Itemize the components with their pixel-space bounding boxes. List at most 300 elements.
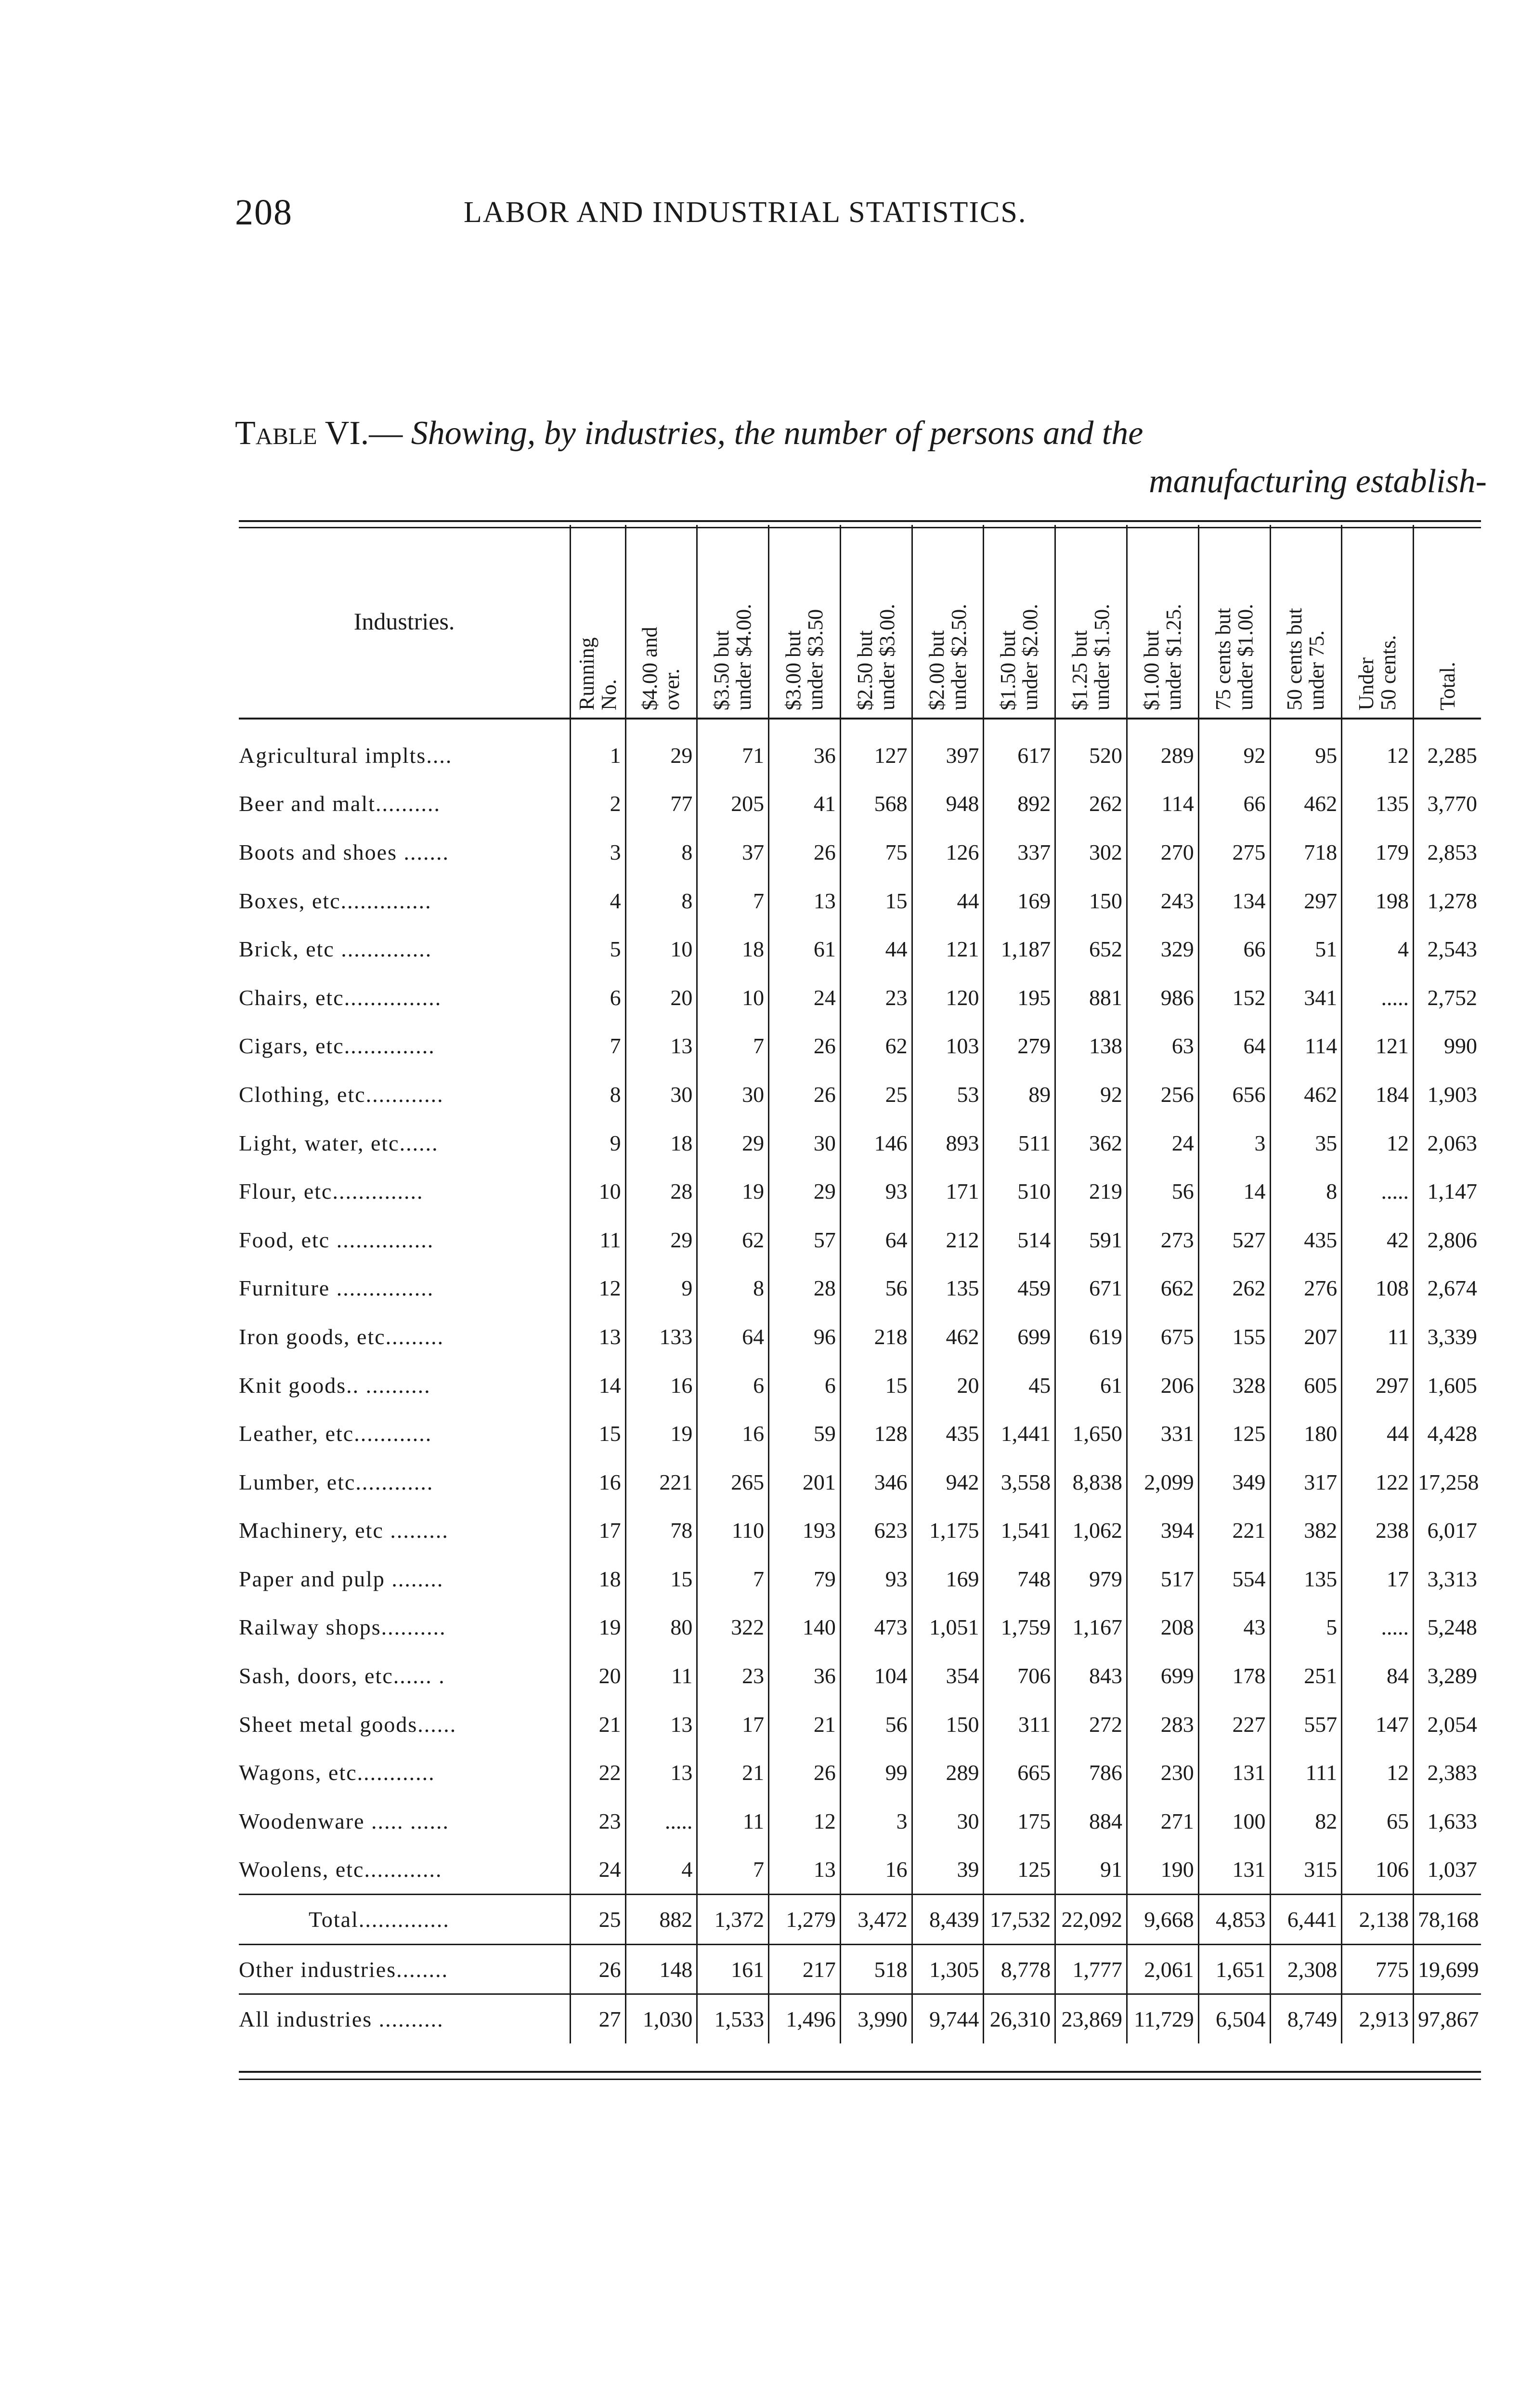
wage-count-cell: 24 (1127, 1119, 1198, 1167)
wage-count-cell: 29 (625, 719, 697, 780)
wage-count-cell: 317 (1270, 1458, 1342, 1506)
industry-name: Flour, etc.............. (239, 1179, 424, 1204)
wage-count-cell: 882 (625, 1895, 697, 1945)
wage-count-cell: 1,175 (912, 1506, 984, 1555)
row-total-cell: 3,289 (1414, 1651, 1481, 1700)
table-row (239, 973, 1481, 1022)
caption-lead: Table VI.— (235, 415, 403, 452)
wage-count-cell: 5 (1270, 1603, 1342, 1652)
running-number: 17 (571, 1506, 625, 1555)
wage-count-cell: 243 (1127, 877, 1198, 925)
wage-count-cell: 1,279 (769, 1895, 841, 1945)
wage-count-cell: 219 (1055, 1167, 1127, 1216)
wage-count-cell: 19 (697, 1167, 769, 1216)
wage-count-cell: 2,913 (1342, 1994, 1414, 2043)
wage-count-cell: 35 (1270, 1119, 1342, 1167)
wage-count-cell: 459 (984, 1264, 1055, 1313)
industry-name: Machinery, etc ......... (239, 1518, 449, 1543)
wage-count-cell: 134 (1198, 877, 1270, 925)
wage-count-cell: 89 (984, 1070, 1055, 1119)
wage-count-cell: 2,308 (1270, 1944, 1342, 1994)
wage-count-cell: 1,167 (1055, 1603, 1127, 1652)
wage-count-cell: 276 (1270, 1264, 1342, 1313)
wage-count-cell: 206 (1127, 1361, 1198, 1410)
wage-count-cell: 179 (1342, 828, 1414, 877)
industry-name: All industries .......... (239, 1994, 571, 2043)
row-total-cell: 4,428 (1414, 1409, 1481, 1458)
wage-count-cell: 227 (1198, 1700, 1270, 1749)
wage-count-cell: 147 (1342, 1700, 1414, 1749)
industry-name: Brick, etc .............. (239, 937, 432, 962)
bottom-rule (239, 2071, 1481, 2073)
table-row (239, 1895, 1481, 1945)
wage-count-cell: ..... (625, 1797, 697, 1845)
industry-name: Sheet metal goods...... (239, 1712, 457, 1737)
running-number: 19 (571, 1603, 625, 1652)
wage-count-cell: 435 (1270, 1216, 1342, 1264)
page-header (235, 192, 1342, 240)
wage-count-cell: 331 (1127, 1409, 1198, 1458)
running-number: 3 (571, 828, 625, 877)
wage-count-cell: 20 (625, 973, 697, 1022)
wage-count-cell: 65 (1342, 1797, 1414, 1845)
row-total-cell: 1,633 (1414, 1797, 1481, 1845)
wage-count-cell: 10 (697, 973, 769, 1022)
wage-count-cell: 99 (840, 1748, 912, 1797)
wage-count-cell: 15 (625, 1555, 697, 1603)
running-number: 22 (571, 1748, 625, 1797)
table-row (239, 1555, 1481, 1603)
industry-name: Knit goods.. .......... (239, 1373, 431, 1398)
wage-count-cell: 26 (769, 1022, 841, 1071)
wage-count-cell: 1,305 (912, 1944, 984, 1994)
wage-count-cell: 30 (697, 1070, 769, 1119)
row-total-cell: 19,699 (1414, 1944, 1481, 1994)
row-total-cell: 2,063 (1414, 1119, 1481, 1167)
row-total-cell: 5,248 (1414, 1603, 1481, 1652)
wage-count-cell: 12 (1342, 1119, 1414, 1167)
wage-count-cell: 3 (840, 1797, 912, 1845)
wage-count-cell: 297 (1342, 1361, 1414, 1410)
bottom-rule-inner (239, 2079, 1481, 2080)
wage-count-cell: 150 (912, 1700, 984, 1749)
wage-count-cell: 7 (697, 1845, 769, 1895)
wage-count-cell: 11 (697, 1797, 769, 1845)
wage-count-cell: 617 (984, 719, 1055, 780)
wage-count-cell: 30 (769, 1119, 841, 1167)
wage-count-cell: 195 (984, 973, 1055, 1022)
wage-count-cell: 671 (1055, 1264, 1127, 1313)
wage-count-cell: 92 (1198, 719, 1270, 780)
wage-count-cell: 152 (1198, 973, 1270, 1022)
wage-count-cell: 251 (1270, 1651, 1342, 1700)
wage-count-cell: 311 (984, 1700, 1055, 1749)
wage-count-cell: 205 (697, 780, 769, 828)
industry-name: Wagons, etc............ (239, 1760, 435, 1785)
industry-name: Paper and pulp ........ (239, 1566, 444, 1591)
wage-count-cell: 20 (912, 1361, 984, 1410)
table-body (239, 719, 1481, 2043)
wage-count-cell: 892 (984, 780, 1055, 828)
wage-count-cell: 3,558 (984, 1458, 1055, 1506)
wage-count-cell: 110 (697, 1506, 769, 1555)
wage-count-cell: 45 (984, 1361, 1055, 1410)
wage-count-cell: 262 (1198, 1264, 1270, 1313)
running-number: 8 (571, 1070, 625, 1119)
running-number: 1 (571, 719, 625, 780)
wage-count-cell: 748 (984, 1555, 1055, 1603)
wage-count-cell: 93 (840, 1555, 912, 1603)
table-row (239, 1603, 1481, 1652)
wage-count-cell: 75 (840, 828, 912, 877)
wage-count-cell: 8 (625, 877, 697, 925)
wage-count-cell: 82 (1270, 1797, 1342, 1845)
wage-count-cell: 4 (625, 1845, 697, 1895)
wage-count-cell: 26 (769, 828, 841, 877)
wage-count-cell: 2,099 (1127, 1458, 1198, 1506)
wage-count-cell: 36 (769, 719, 841, 780)
wage-count-cell: 26,310 (984, 1994, 1055, 2043)
wage-count-cell: 435 (912, 1409, 984, 1458)
wage-count-cell: 121 (912, 925, 984, 973)
running-number: 18 (571, 1555, 625, 1603)
wage-count-cell: 56 (840, 1264, 912, 1313)
wage-count-cell: 652 (1055, 925, 1127, 973)
wage-count-cell: 96 (769, 1312, 841, 1361)
wage-count-cell: 1,651 (1198, 1944, 1270, 1994)
wage-count-cell: 23 (697, 1651, 769, 1700)
industry-name: Light, water, etc...... (239, 1130, 439, 1155)
table-row (239, 1312, 1481, 1361)
row-total-cell: 78,168 (1414, 1895, 1481, 1945)
wage-count-cell: 120 (912, 973, 984, 1022)
table-row (239, 1070, 1481, 1119)
wage-count-cell: 201 (769, 1458, 841, 1506)
wage-count-cell: 554 (1198, 1555, 1270, 1603)
running-number: 7 (571, 1022, 625, 1071)
wage-count-cell: 91 (1055, 1845, 1127, 1895)
wage-count-cell: 786 (1055, 1748, 1127, 1797)
table-row (239, 1748, 1481, 1797)
wage-count-cell: 64 (1198, 1022, 1270, 1071)
wage-count-cell: 346 (840, 1458, 912, 1506)
wage-count-cell: 121 (1342, 1022, 1414, 1071)
wage-count-cell: 135 (1342, 780, 1414, 828)
wage-count-cell: 591 (1055, 1216, 1127, 1264)
wage-count-cell: 382 (1270, 1506, 1342, 1555)
header-3-50-to-4: $3.50 but under $4.00. (697, 525, 769, 719)
industry-name: Total.............. (239, 1895, 571, 1945)
table-row (239, 1797, 1481, 1845)
wage-count-cell: 4,853 (1198, 1895, 1270, 1945)
header-1-to-1-25: $1.00 but under $1.25. (1127, 525, 1198, 719)
wage-count-cell: 289 (1127, 719, 1198, 780)
wage-count-cell: 1,650 (1055, 1409, 1127, 1458)
wage-count-cell: 161 (697, 1944, 769, 1994)
wage-count-cell: 1,372 (697, 1895, 769, 1945)
wage-count-cell: 315 (1270, 1845, 1342, 1895)
wage-count-cell: 329 (1127, 925, 1198, 973)
industry-name: Boots and shoes ....... (239, 839, 449, 864)
wage-count-cell: 93 (840, 1167, 912, 1216)
wage-count-cell: 104 (840, 1651, 912, 1700)
wage-count-cell: 662 (1127, 1264, 1198, 1313)
wage-count-cell: 18 (625, 1119, 697, 1167)
running-number: 10 (571, 1167, 625, 1216)
wage-count-cell: 265 (697, 1458, 769, 1506)
wage-count-cell: 623 (840, 1506, 912, 1555)
wage-count-cell: ..... (1342, 1167, 1414, 1216)
wage-count-cell: 19 (625, 1409, 697, 1458)
table-row (239, 1409, 1481, 1458)
wage-count-cell: 63 (1127, 1022, 1198, 1071)
wage-count-cell: 28 (769, 1264, 841, 1313)
wage-count-cell: 289 (912, 1748, 984, 1797)
wage-count-cell: 28 (625, 1167, 697, 1216)
wage-count-cell: 111 (1270, 1748, 1342, 1797)
wage-count-cell: 169 (984, 877, 1055, 925)
wage-count-cell: 2,138 (1342, 1895, 1414, 1945)
wage-count-cell: 71 (697, 719, 769, 780)
wage-count-cell: 510 (984, 1167, 1055, 1216)
wage-count-cell: 942 (912, 1458, 984, 1506)
page-number: 208 (235, 192, 293, 233)
industry-name: Lumber, etc............ (239, 1469, 434, 1494)
row-total-cell: 2,383 (1414, 1748, 1481, 1797)
table-row (239, 1845, 1481, 1895)
wage-count-cell: 212 (912, 1216, 984, 1264)
wage-count-cell: 64 (840, 1216, 912, 1264)
header-running-no: Running No. (571, 525, 625, 719)
wage-count-cell: 23 (840, 973, 912, 1022)
wage-count-cell: 56 (840, 1700, 912, 1749)
wage-count-cell: 148 (625, 1944, 697, 1994)
header-under-50c: Under 50 cents. (1342, 525, 1414, 719)
wage-count-cell: 146 (840, 1119, 912, 1167)
running-number: 13 (571, 1312, 625, 1361)
wage-count-cell: 207 (1270, 1312, 1342, 1361)
wage-count-cell: 13 (769, 1845, 841, 1895)
wage-count-cell: 61 (1055, 1361, 1127, 1410)
wage-count-cell: 21 (769, 1700, 841, 1749)
wage-count-cell: 175 (984, 1797, 1055, 1845)
wage-count-cell: 36 (769, 1651, 841, 1700)
header-4-and-over: $4.00 and over. (625, 525, 697, 719)
row-total-cell: 1,147 (1414, 1167, 1481, 1216)
wage-count-cell: 21 (697, 1748, 769, 1797)
wage-count-cell: 133 (625, 1312, 697, 1361)
wage-count-cell: 155 (1198, 1312, 1270, 1361)
wage-count-cell: 180 (1270, 1409, 1342, 1458)
header-1-50-to-2: $1.50 but under $2.00. (984, 525, 1055, 719)
wage-count-cell: 397 (912, 719, 984, 780)
wage-count-cell: 511 (984, 1119, 1055, 1167)
wage-count-cell: 354 (912, 1651, 984, 1700)
running-number: 5 (571, 925, 625, 973)
wage-count-cell: 13 (769, 877, 841, 925)
row-total-cell: 1,605 (1414, 1361, 1481, 1410)
industry-name: Agricultural implts.... (239, 743, 453, 768)
wage-count-cell: 8 (625, 828, 697, 877)
running-number: 26 (571, 1944, 625, 1994)
wage-count-cell: 706 (984, 1651, 1055, 1700)
wage-count-cell: 184 (1342, 1070, 1414, 1119)
wage-count-cell: 80 (625, 1603, 697, 1652)
wage-count-cell: 30 (912, 1797, 984, 1845)
wage-count-cell: 198 (1342, 877, 1414, 925)
wage-count-cell: 238 (1342, 1506, 1414, 1555)
wage-count-cell: 341 (1270, 973, 1342, 1022)
wage-count-cell: 42 (1342, 1216, 1414, 1264)
row-total-cell: 1,903 (1414, 1070, 1481, 1119)
header-50c-to-75c: 50 cents but under 75. (1270, 525, 1342, 719)
industry-name: Cigars, etc.............. (239, 1034, 435, 1059)
wage-count-cell: 10 (625, 925, 697, 973)
wage-count-cell: 675 (1127, 1312, 1198, 1361)
wage-count-cell: 9 (625, 1264, 697, 1313)
wage-count-cell: 699 (984, 1312, 1055, 1361)
wage-count-cell: 514 (984, 1216, 1055, 1264)
wage-count-cell: 13 (625, 1022, 697, 1071)
wage-count-cell: 273 (1127, 1216, 1198, 1264)
wage-count-cell: 272 (1055, 1700, 1127, 1749)
row-total-cell: 3,339 (1414, 1312, 1481, 1361)
table-row (239, 719, 1481, 780)
wage-count-cell: 3 (1198, 1119, 1270, 1167)
wage-count-cell: 271 (1127, 1797, 1198, 1845)
header-2-50-to-3: $2.50 but under $3.00. (840, 525, 912, 719)
running-number: 24 (571, 1845, 625, 1895)
row-total-cell: 990 (1414, 1022, 1481, 1071)
wage-count-cell: 62 (840, 1022, 912, 1071)
table-row (239, 1119, 1481, 1167)
wage-count-cell: 106 (1342, 1845, 1414, 1895)
header-total: Total. (1414, 525, 1481, 719)
row-total-cell: 3,313 (1414, 1555, 1481, 1603)
wage-count-cell: 12 (769, 1797, 841, 1845)
wage-count-cell: 44 (912, 877, 984, 925)
wage-count-cell: 23,869 (1055, 1994, 1127, 2043)
wage-count-cell: 1,759 (984, 1603, 1055, 1652)
wage-count-cell: 7 (697, 877, 769, 925)
wage-count-cell: 7 (697, 1555, 769, 1603)
wage-count-cell: 11 (1342, 1312, 1414, 1361)
wage-count-cell: 100 (1198, 1797, 1270, 1845)
wage-count-cell: 95 (1270, 719, 1342, 780)
wage-count-cell: 8,749 (1270, 1994, 1342, 2043)
wage-count-cell: 302 (1055, 828, 1127, 877)
wage-count-cell: 14 (1198, 1167, 1270, 1216)
table-row (239, 1216, 1481, 1264)
table-row (239, 1506, 1481, 1555)
wage-count-cell: 665 (984, 1748, 1055, 1797)
wage-count-cell: 568 (840, 780, 912, 828)
wage-count-cell: 230 (1127, 1748, 1198, 1797)
wage-count-cell: 7 (697, 1022, 769, 1071)
table-row (239, 877, 1481, 925)
row-total-cell: 17,258 (1414, 1458, 1481, 1506)
wage-count-cell: 190 (1127, 1845, 1198, 1895)
row-total-cell: 2,285 (1414, 719, 1481, 780)
wage-count-cell: 12 (1342, 1748, 1414, 1797)
wage-count-cell: 43 (1198, 1603, 1270, 1652)
table-row (239, 1264, 1481, 1313)
wage-count-cell: 517 (1127, 1555, 1198, 1603)
wage-count-cell: 11 (625, 1651, 697, 1700)
wage-count-cell: 656 (1198, 1070, 1270, 1119)
wage-count-cell: 208 (1127, 1603, 1198, 1652)
wage-count-cell: 26 (769, 1070, 841, 1119)
wage-count-cell: 29 (697, 1119, 769, 1167)
wage-count-cell: 135 (1270, 1555, 1342, 1603)
wage-count-cell: 1,187 (984, 925, 1055, 973)
wage-count-cell: 3,990 (840, 1994, 912, 2043)
top-rule (239, 520, 1481, 522)
table-header-row (239, 525, 1481, 719)
wage-count-cell: 8,778 (984, 1944, 1055, 1994)
wage-count-cell: 135 (912, 1264, 984, 1313)
wage-count-cell: 270 (1127, 828, 1198, 877)
industry-name: Beer and malt.......... (239, 791, 441, 816)
running-number: 15 (571, 1409, 625, 1458)
wage-count-cell: 30 (625, 1070, 697, 1119)
wage-count-cell: 8,838 (1055, 1458, 1127, 1506)
wage-count-cell: 322 (697, 1603, 769, 1652)
wage-count-cell: 557 (1270, 1700, 1342, 1749)
caption-line-1 (235, 409, 1487, 458)
running-number: 27 (571, 1994, 625, 2043)
caption-line-2: manufacturing establish- (1149, 463, 1487, 500)
running-number: 6 (571, 973, 625, 1022)
wage-count-cell: 77 (625, 780, 697, 828)
table-row (239, 1994, 1481, 2043)
wage-count-cell: 884 (1055, 1797, 1127, 1845)
row-total-cell: 97,867 (1414, 1994, 1481, 2043)
wage-count-cell: 108 (1342, 1264, 1414, 1313)
wage-count-cell: 221 (625, 1458, 697, 1506)
wage-count-cell: 6,441 (1270, 1895, 1342, 1945)
running-number: 9 (571, 1119, 625, 1167)
wage-count-cell: 13 (625, 1748, 697, 1797)
row-total-cell: 3,770 (1414, 780, 1481, 828)
running-number: 2 (571, 780, 625, 828)
table-row (239, 1167, 1481, 1216)
wage-count-cell: 150 (1055, 877, 1127, 925)
wage-count-cell: 275 (1198, 828, 1270, 877)
wage-count-cell: 178 (1198, 1651, 1270, 1700)
wage-count-cell: 103 (912, 1022, 984, 1071)
header-3-to-3-50: $3.00 but under $3.50 (769, 525, 841, 719)
table-caption (235, 409, 1487, 506)
wage-count-cell: 26 (769, 1748, 841, 1797)
running-head: LABOR AND INDUSTRIAL STATISTICS. (464, 196, 1027, 229)
running-number: 4 (571, 877, 625, 925)
wage-count-cell: ..... (1342, 1603, 1414, 1652)
row-total-cell: 2,853 (1414, 828, 1481, 877)
wage-count-cell: 92 (1055, 1070, 1127, 1119)
running-number: 21 (571, 1700, 625, 1749)
wage-count-cell: 122 (1342, 1458, 1414, 1506)
wage-count-cell: 114 (1270, 1022, 1342, 1071)
wage-count-cell: 328 (1198, 1361, 1270, 1410)
wage-count-cell: 24 (769, 973, 841, 1022)
wage-count-cell: 138 (1055, 1022, 1127, 1071)
wage-count-cell: 217 (769, 1944, 841, 1994)
wage-count-cell: 17 (697, 1700, 769, 1749)
wage-count-cell: 39 (912, 1845, 984, 1895)
wage-count-cell: 718 (1270, 828, 1342, 877)
wage-count-cell: 3,472 (840, 1895, 912, 1945)
